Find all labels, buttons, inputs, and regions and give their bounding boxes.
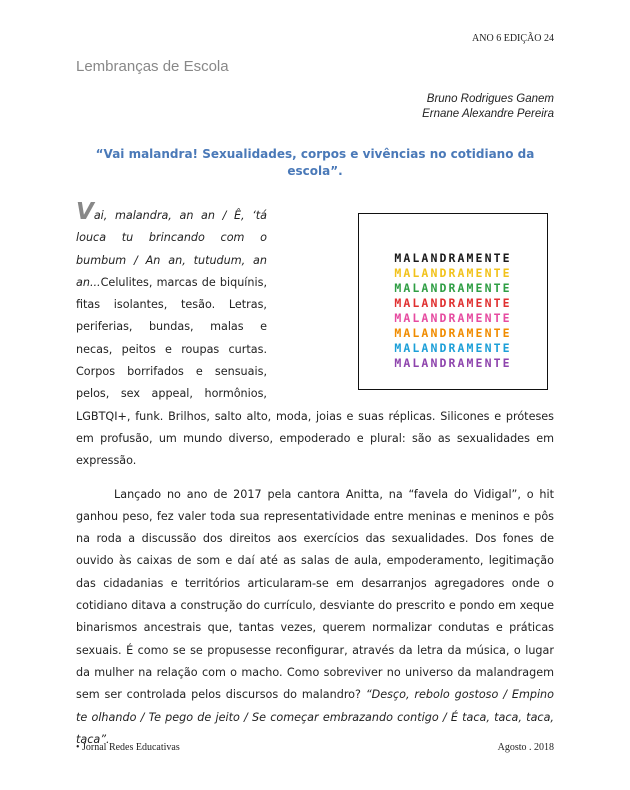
- malandramente-word: MALANDRAMENTE: [394, 296, 512, 310]
- malandramente-word: MALANDRAMENTE: [394, 341, 512, 355]
- malandramente-word: MALANDRAMENTE: [394, 266, 512, 280]
- paragraph-2-text: Lançado no ano de 2017 pela cantora Anitta, na “favela do Vidigal”, o hit ganhou peso, fez valer toda sua representatividade entre meninas e meninos e pôs na roda a discussão dos direitos aos exercícios das sexualidades. Dos fones de ouvido às caixas de som e daí até as salas de aula, empoderamento, legitimação das cidadanias e territórios articularam-se em desarranjos agregadores onde o cotidiano ditava a construção do currículo, desviante do prescrito e pondo em xeque binarismos ancestrais que, tantas vezes, querem normalizar condutas e práticas sexuais. É como se se propusesse reconfigurar, através da letra da música, o lugar da mulher na relação com o macho. Como sobreviver no universo da malandragem sem ser controlada pelos discursos do malandro?: [76, 487, 554, 702]
- authors: [422, 92, 554, 122]
- edition-label: ANO 6 EDIÇÃO 24: [472, 33, 554, 44]
- section-title: Lembranças de Escola: [76, 58, 229, 75]
- malandramente-word: MALANDRAMENTE: [394, 311, 512, 325]
- footer-date: Agosto . 2018: [497, 742, 554, 753]
- author-name: Bruno Rodrigues Ganem: [426, 93, 554, 105]
- article-body: [76, 199, 554, 751]
- paragraph-2: [76, 484, 554, 752]
- malandramente-word: MALANDRAMENTE: [394, 281, 512, 295]
- malandramente-word: MALANDRAMENTE: [394, 251, 512, 265]
- malandramente-word: MALANDRAMENTE: [394, 356, 512, 370]
- article-title: “Vai malandra! Sexualidades, corpos e vivências no cotidiano da escola”.: [95, 147, 535, 178]
- author-name: Ernane Alexandre Pereira: [422, 108, 554, 120]
- malandramente-word: MALANDRAMENTE: [394, 326, 512, 340]
- song-quote-italic: “Desço, rebolo gostoso / Empino te olhando / Te pego de jeito / Se começar embrazando contigo / É taca, taca, taca, taca”.: [76, 688, 554, 746]
- footer-publication: • Jornal Redes Educativas: [76, 742, 180, 753]
- paragraph-1-text: Celulites, marcas de biquínis, fitas isolantes, tesão. Letras, periferias, bundas, malas e necas, peitos e roupas curtas. Corpos borrifados e sensuais, pelos, sex appeal, hormônios, LGBTQI+, funk. Brilhos, salto alto, moda, joias e suas réplicas. Silicones e próteses em profusão, um mundo diverso, empoderado e plural: são as sexualidades em expressão.: [76, 275, 554, 468]
- drop-cap: V: [76, 199, 94, 225]
- song-lyric-italic: ai, malandra, an an / Ê, ‘tá louca tu brincando com o bumbum / An an, tutudum, an an...: [76, 209, 267, 289]
- image-wrap-space: [267, 205, 554, 394]
